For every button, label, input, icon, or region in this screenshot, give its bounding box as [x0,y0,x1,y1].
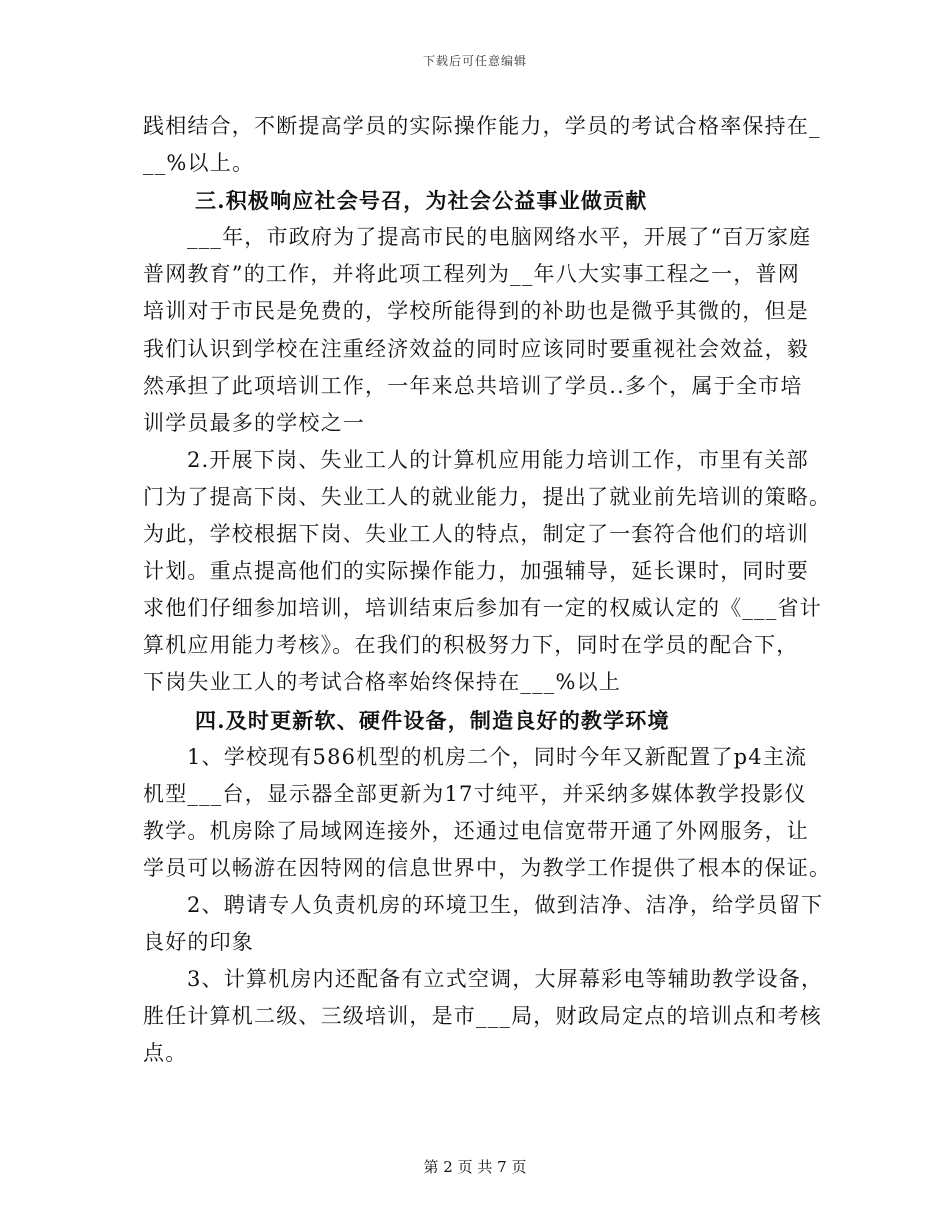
body-line: 为此，学校根据下岗、失业工人的特点，制定了一套符合他们的培训 [143,522,809,547]
body-line: 点。 [143,1041,188,1066]
body-line: 算机应用能力考核》。在我们的积极努力下，同时在学员的配合下， [143,633,799,658]
body-line: 胜任计算机二级、三级培训，是市___局，财政局定点的培训点和考核 [143,1004,822,1029]
section-heading-3: 三.积极响应社会号召，为社会公益事业做贡献 [195,188,648,214]
body-line: 门为了提高下岗、失业工人的就业能力，提出了就业前先培训的策略。 [143,484,832,509]
body-line: 求他们仔细参加培训，培训结束后参加有一定的权威认定的《___省计 [143,596,822,621]
body-line: 然承担了此项培训工作，一年来总共培训了学员..多个，属于全市培 [143,373,803,398]
body-line: 良好的印象 [143,930,254,955]
body-line: 践相结合，不断提高学员的实际操作能力，学员的考试合格率保持在_ [143,114,821,138]
body-line: 2、聘请专人负责机房的环境卫生，做到洁净、洁净，给学员留下 [187,892,824,917]
body-line: 计划。重点提高他们的实际操作能力，加强辅导，延长课时，同时要 [143,559,809,584]
page-number: 第 2 页 共 7 页 [423,1158,527,1176]
body-line: ___年，市政府为了提高市民的电脑网络水平，开展了“百万家庭 [187,225,812,250]
body-line: 2.开展下岗、失业工人的计算机应用能力培训工作，市里有关部 [187,447,809,472]
document-body [143,108,832,1072]
body-line: 训学员最多的学校之一 [143,410,365,435]
body-line: 教学。机房除了局域网连接外，还通过电信宽带开通了外网服务，让 [143,818,809,843]
body-line: 1、学校现有586机型的机房二个，同时今年又新配置了p4主流 [187,744,808,769]
body-line: 学员可以畅游在因特网的信息世界中，为教学工作提供了根本的保证。 [143,855,832,880]
body-line: 机型___台，显示器全部更新为17寸纯平，并采纳多媒体教学投影仪 [143,781,807,806]
body-line: 3、计算机房内还配备有立式空调，大屏幕彩电等辅助教学设备， [187,967,824,992]
body-line: 普网教育”的工作，并将此项工程列为__年八大实事工程之一，普网 [143,262,800,287]
body-line: 培训对于市民是免费的，学校所能得到的补助也是微乎其微的，但是 [143,299,809,324]
body-line: 我们认识到学校在注重经济效益的同时应该同时要重视社会效益，毅 [143,336,809,361]
body-line: 下岗失业工人的考试合格率始终保持在___%以上 [143,670,622,695]
section-heading-4: 四.及时更新软、硬件设备，制造良好的教学环境 [195,707,670,733]
body-line: __%以上。 [143,151,255,176]
header-note: 下载后可任意编辑 [422,54,527,68]
